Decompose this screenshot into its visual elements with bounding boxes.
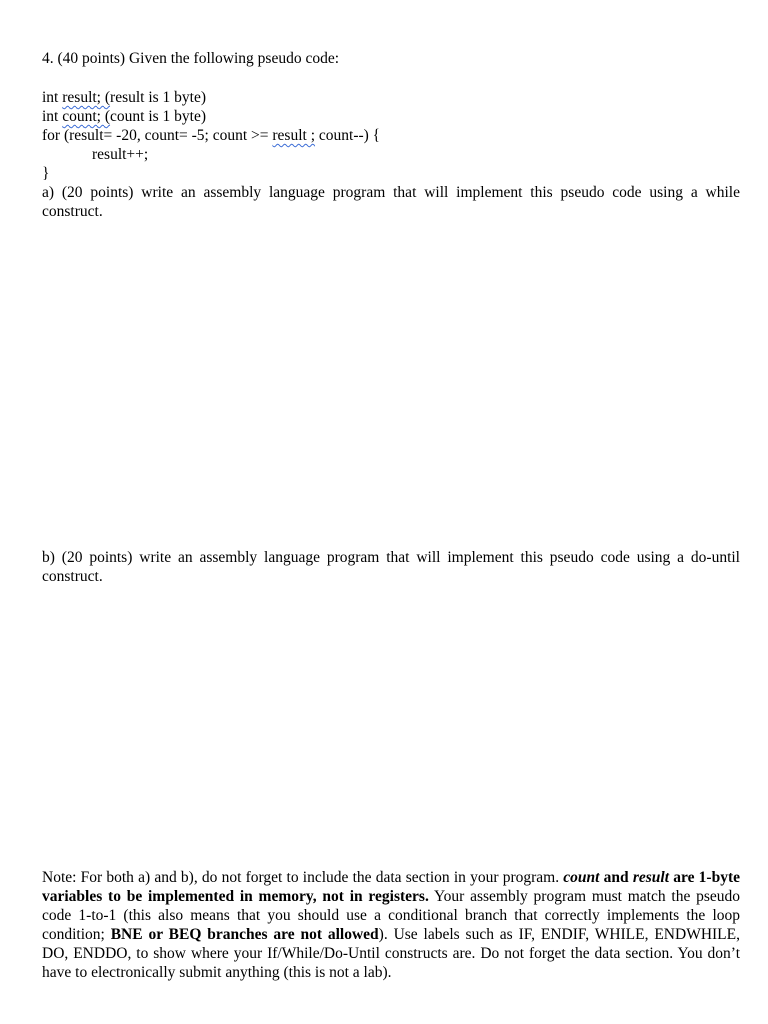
note-paragraph	[42, 868, 740, 982]
code-text: int	[42, 89, 63, 106]
code-text: count is 1 byte)	[110, 108, 207, 125]
note-text: Note: For both a) and b), do not forget to include the data section in your program.	[42, 869, 564, 886]
code-text: int	[42, 108, 63, 125]
spellcheck-underlined-text: result ;	[272, 127, 316, 144]
part-b-question: b) (20 points) write an assembly language program that will implement this pseudo code using a do-until construct.	[42, 549, 740, 585]
note-text: Your assembly program must match the pseudo code 1-to-1 (this also means that you should use a conditional branch that correctly implements the loop condition;	[42, 888, 740, 943]
code-line-loop-body: result++;	[92, 146, 149, 163]
code-line-for-loop	[42, 126, 740, 145]
note-var-result: result	[632, 869, 670, 886]
part-a-question: a) (20 points) write an assembly language program that will implement this pseudo code using a while construct.	[42, 184, 740, 220]
spellcheck-underlined-text: result; (	[62, 89, 111, 106]
question-heading: 4. (40 points) Given the following pseudo code:	[42, 50, 340, 67]
code-text: result is 1 byte)	[110, 89, 207, 106]
code-text: count--) {	[315, 127, 381, 144]
note-text: ). Use labels such as IF, ENDIF, WHILE, ENDWHILE, DO, ENDDO, to show where your If/While/Do-Until constructs are. Do not forget the data section. You don’t have to electronically submit anything (this is not a lab).	[42, 926, 740, 981]
note-bold-text: and	[599, 869, 633, 886]
spellcheck-underlined-text: count; (	[62, 108, 111, 125]
code-line-result-decl	[42, 88, 740, 107]
code-text: for (result= -20, count= -5; count >=	[42, 127, 273, 144]
code-line-count-decl	[42, 107, 740, 126]
code-line-close-brace: }	[42, 165, 50, 182]
note-bold-text: are 1-byte variables to be implemented in memory, not in registers.	[42, 869, 740, 905]
note-bold-text: BNE or BEQ branches are not allowed	[110, 926, 379, 943]
pseudo-code-block	[42, 88, 740, 183]
note-var-count: count	[563, 869, 600, 886]
